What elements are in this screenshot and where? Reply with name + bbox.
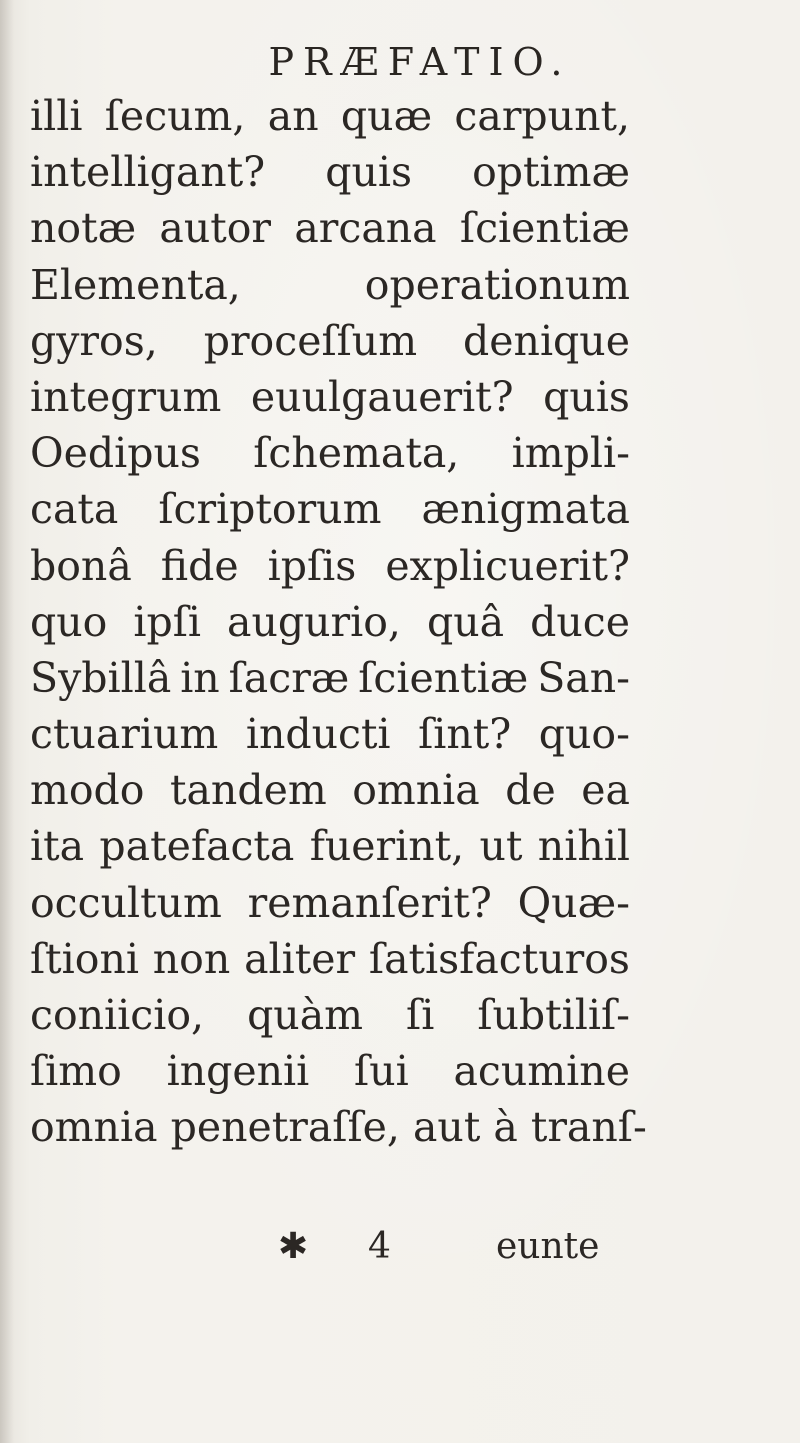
word: optimæ xyxy=(472,148,630,197)
word: omnia xyxy=(30,1103,158,1152)
word: ſcriptorum xyxy=(158,485,382,534)
text-line xyxy=(30,650,630,706)
word: ſubtiliſ- xyxy=(477,991,630,1039)
word: ut xyxy=(479,822,523,871)
word: autor xyxy=(159,204,272,253)
word: ctuarium xyxy=(30,710,219,759)
text-line xyxy=(30,706,630,762)
word: fide xyxy=(160,541,239,590)
word: arcana xyxy=(294,204,437,253)
word: omnia xyxy=(352,766,480,815)
word: ſacræ xyxy=(228,653,350,702)
word: euulgauerit? xyxy=(250,372,514,421)
word: ſatisfacturos xyxy=(368,934,630,983)
word: denique xyxy=(463,316,630,365)
word: quo- xyxy=(538,710,630,759)
word: inducti xyxy=(245,710,391,759)
word: cata xyxy=(30,485,119,534)
word: illi xyxy=(30,92,83,140)
page-footer xyxy=(0,1222,800,1272)
word: ipſis xyxy=(267,541,357,590)
word: intelligant? xyxy=(30,148,266,197)
word: fuerint, xyxy=(309,822,465,871)
signature-mark: ✱ xyxy=(278,1226,309,1267)
word: coniicio, xyxy=(30,991,205,1039)
word: quâ xyxy=(426,597,505,646)
word: quis xyxy=(543,372,630,421)
word: carpunt, xyxy=(454,92,630,140)
text-line xyxy=(30,987,630,1043)
text-line xyxy=(30,88,630,144)
word: duce xyxy=(530,597,630,646)
word: penetraſſe, xyxy=(170,1103,400,1152)
text-line xyxy=(30,594,630,650)
catchword: eunte xyxy=(496,1226,600,1267)
word: San- xyxy=(537,653,630,702)
word: ſint? xyxy=(418,710,512,759)
word: non xyxy=(152,934,231,983)
text-line xyxy=(30,1099,647,1155)
word: ita xyxy=(30,822,85,871)
word: proceſſum xyxy=(203,316,418,365)
word: à xyxy=(493,1103,518,1152)
word: ſchemata, xyxy=(253,429,460,478)
text-line xyxy=(30,875,630,931)
text-line xyxy=(30,144,630,200)
running-head: PRÆFATIO. xyxy=(268,40,572,84)
word: ſcientiæ xyxy=(459,204,630,253)
word: in xyxy=(180,653,220,702)
text-line xyxy=(30,818,630,874)
word: ſecum, xyxy=(104,92,246,140)
word: operationum xyxy=(364,260,630,309)
word: ea xyxy=(581,766,630,815)
word: gyros, xyxy=(30,316,158,365)
text-line xyxy=(30,481,630,537)
word: notæ xyxy=(30,204,137,253)
word: quæ xyxy=(340,92,433,140)
text-line xyxy=(30,1043,630,1099)
word: aut xyxy=(412,1103,481,1152)
word: nihil xyxy=(537,822,630,871)
word: quàm xyxy=(247,991,364,1039)
text-line xyxy=(30,538,630,594)
word: integrum xyxy=(30,372,222,421)
word: Elementa, xyxy=(30,260,241,309)
word: ſi xyxy=(406,991,435,1039)
word: occultum xyxy=(30,878,222,927)
word: de xyxy=(505,766,556,815)
text-line xyxy=(30,931,630,987)
word: explicuerit? xyxy=(385,541,630,590)
word: tandem xyxy=(170,766,327,815)
word: bonâ xyxy=(30,541,132,590)
word: ingenii xyxy=(166,1047,310,1096)
word: Quæ- xyxy=(517,878,630,927)
text-line xyxy=(30,313,630,369)
folio-number: 4 xyxy=(368,1226,391,1267)
text-line xyxy=(30,369,630,425)
word: impli- xyxy=(511,429,630,478)
word: modo xyxy=(30,766,145,815)
word: Sybillâ xyxy=(30,653,172,702)
text-line xyxy=(30,257,630,313)
word: quo xyxy=(30,597,108,646)
word: augurio, xyxy=(227,597,401,646)
text-line xyxy=(30,200,630,256)
word: quis xyxy=(325,148,413,197)
word: ſtioni xyxy=(30,934,139,983)
word: acumine xyxy=(453,1047,630,1096)
text-line xyxy=(30,762,630,818)
word: Oedipus xyxy=(30,429,201,478)
word: ipſi xyxy=(133,597,202,646)
word: ænigmata xyxy=(421,485,630,534)
word: tranſ- xyxy=(530,1103,647,1152)
word: aliter xyxy=(244,934,356,983)
word: ſui xyxy=(354,1047,409,1096)
word: an xyxy=(267,92,319,140)
text-line xyxy=(30,425,630,481)
text-block xyxy=(30,88,647,1156)
word: patefacta xyxy=(99,822,295,871)
word: ſimo xyxy=(30,1047,122,1096)
word: ſcientiæ xyxy=(358,653,529,702)
word: remanſerit? xyxy=(247,878,492,927)
